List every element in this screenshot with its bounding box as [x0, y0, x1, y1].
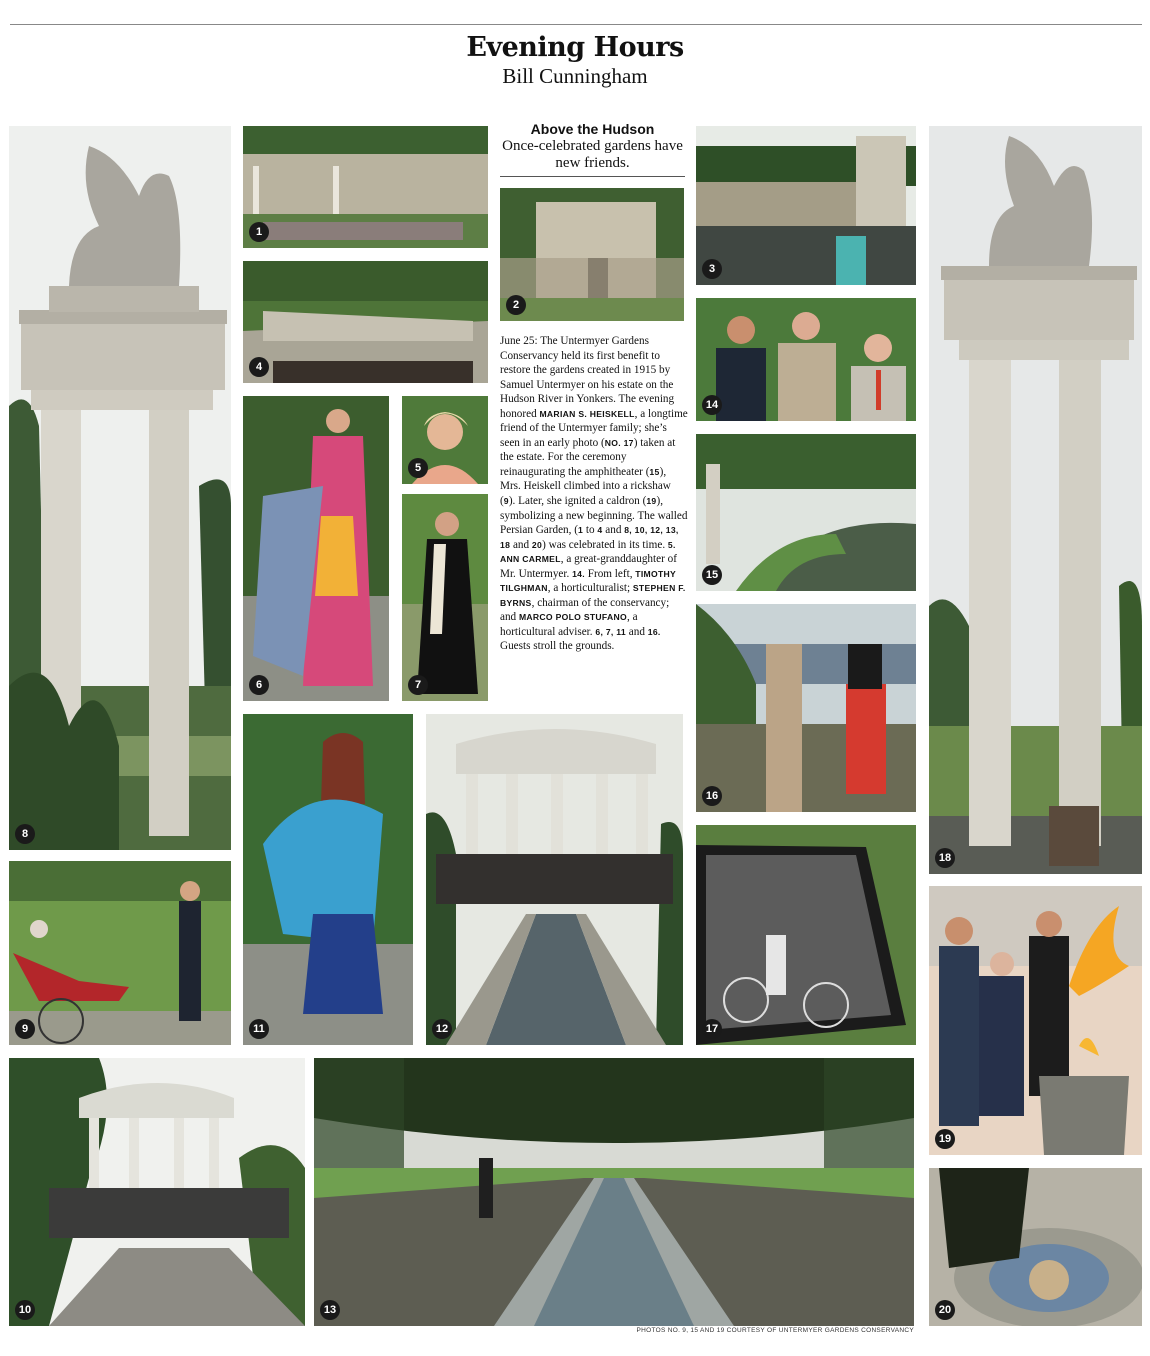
photo-14-three-men [696, 298, 916, 421]
story-title: Above the Hudson [530, 121, 655, 137]
photo-number: 11 [249, 1019, 269, 1039]
photo-number: 16 [702, 786, 722, 806]
photo-17-bicycle-archival [696, 825, 916, 1045]
article-text: and [625, 625, 648, 638]
photo-ref: 14. [572, 568, 585, 579]
photo-number: 8 [15, 824, 35, 844]
photo-number: 7 [408, 675, 428, 695]
photo-11-woman-in-blue [243, 714, 413, 1045]
photo-5-ann-carmel [402, 396, 488, 484]
article-text: and [602, 524, 625, 537]
article-text: From left, [584, 567, 636, 580]
article-text: June 25: The Untermyer Gardens Conservancy held its first benefit to restore the gardens created in 1915 by Samuel Untermyer on his estate on the Hudson River in Yonkers. The evening honored [500, 335, 675, 420]
photo-number: 18 [935, 848, 955, 868]
top-rule [10, 24, 1142, 25]
article-text: Guests stroll the grounds. [500, 640, 615, 653]
photo-4-garden-stairs [243, 261, 488, 383]
byline: Bill Cunningham [502, 64, 648, 88]
photo-18-sphinx-column [929, 126, 1142, 874]
article-text: ). Later, she ignited a caldron ( [508, 495, 647, 508]
story-headline [500, 121, 685, 177]
article-text: , a longtime friend of the Untermyer family; she’s seen in an early photo ( [500, 407, 688, 449]
photo-3-guests-by-tower [696, 126, 916, 285]
photo-number: 14 [702, 395, 722, 415]
photo-number: 9 [15, 1019, 35, 1039]
photo-8-sphinx-column [9, 126, 231, 850]
photo-ref: 8, 10, 12, 13, 18 [500, 525, 679, 550]
photo-1-persian-garden-wall [243, 126, 488, 248]
photo-number: 19 [935, 1129, 955, 1149]
article-text: , a great-granddaughter of Mr. Untermyer. [500, 553, 677, 580]
photo-10-temple-walkway [9, 1058, 305, 1326]
photo-number: 3 [702, 259, 722, 279]
photo-number: 12 [432, 1019, 452, 1039]
person-name: STEPHEN F. BYRNS [500, 583, 686, 608]
masthead [0, 32, 1150, 88]
photo-number: 10 [15, 1300, 35, 1320]
photo-ref: 16. [647, 626, 661, 637]
photo-19-caldron-lighting [929, 886, 1142, 1155]
article-text: , a horticultural adviser. [500, 611, 638, 638]
article-text: ) taken at the estate. For the ceremony reinaugurating the amphitheater ( [500, 436, 676, 478]
photo-number: 1 [249, 222, 269, 242]
photo-number: 4 [249, 357, 269, 377]
photo-9-rickshaw [9, 861, 231, 1045]
photo-ref: 20 [531, 539, 543, 550]
article-paragraph [500, 334, 688, 654]
photo-ref: 4 [597, 525, 603, 536]
person-name: TIMOTHY TILGHMAN [500, 568, 676, 594]
page-title: Evening Hours [466, 32, 684, 63]
person-name: MARCO POLO STUFANO [518, 612, 627, 623]
photo-ref: 1 [577, 525, 584, 536]
person-name: 5. ANN CARMEL [500, 539, 676, 565]
photo-number: 17 [702, 1019, 722, 1039]
article-text: ), symbolizing a new beginning. The walled Persian Garden, ( [500, 495, 688, 537]
photo-number: 6 [249, 675, 269, 695]
photo-13-canal-allee [314, 1058, 914, 1326]
photo-credit: PHOTOS NO. 9, 15 AND 19 COURTESY OF UNTERMYER GARDENS CONSERVANCY [636, 1327, 914, 1334]
photo-12-temple-reflecting-pool [426, 714, 683, 1045]
photo-number: 15 [702, 565, 722, 585]
photo-ref: 19 [646, 496, 657, 507]
article-text: to [583, 524, 598, 537]
photo-2-garden-gatehouse [500, 188, 684, 321]
photo-6-woman-in-silk-gown [243, 396, 389, 701]
photo-number: 5 [408, 458, 428, 478]
article-text: ), Mrs. Heiskell climbed into a rickshaw ( [500, 465, 671, 508]
photo-ref: 6, 7, 11 [595, 626, 626, 637]
photo-15-amphitheater [696, 434, 916, 591]
story-subtitle: Once-celebrated gardens have new friends. [502, 138, 683, 171]
article-text: ) was celebrated in its time. [542, 538, 668, 551]
photo-16-guests-stroll [696, 604, 916, 812]
photo-number: 2 [506, 295, 526, 315]
article-text: , a horticulturalist; [547, 582, 633, 595]
person-name: MARIAN S. HEISKELL [539, 408, 635, 419]
photo-number: 20 [935, 1300, 955, 1320]
photo-ref: 15 [649, 466, 660, 477]
photo-20-mosaic-floor [929, 1168, 1142, 1326]
article-body [500, 334, 688, 654]
article-text: and [510, 538, 532, 551]
photo-ref: 9 [503, 496, 509, 507]
photo-number: 13 [320, 1300, 340, 1320]
article-text: , chairman of the conservancy; and [500, 596, 670, 624]
photo-ref: NO. 17 [604, 437, 634, 448]
photo-7-woman-in-black [402, 494, 488, 701]
